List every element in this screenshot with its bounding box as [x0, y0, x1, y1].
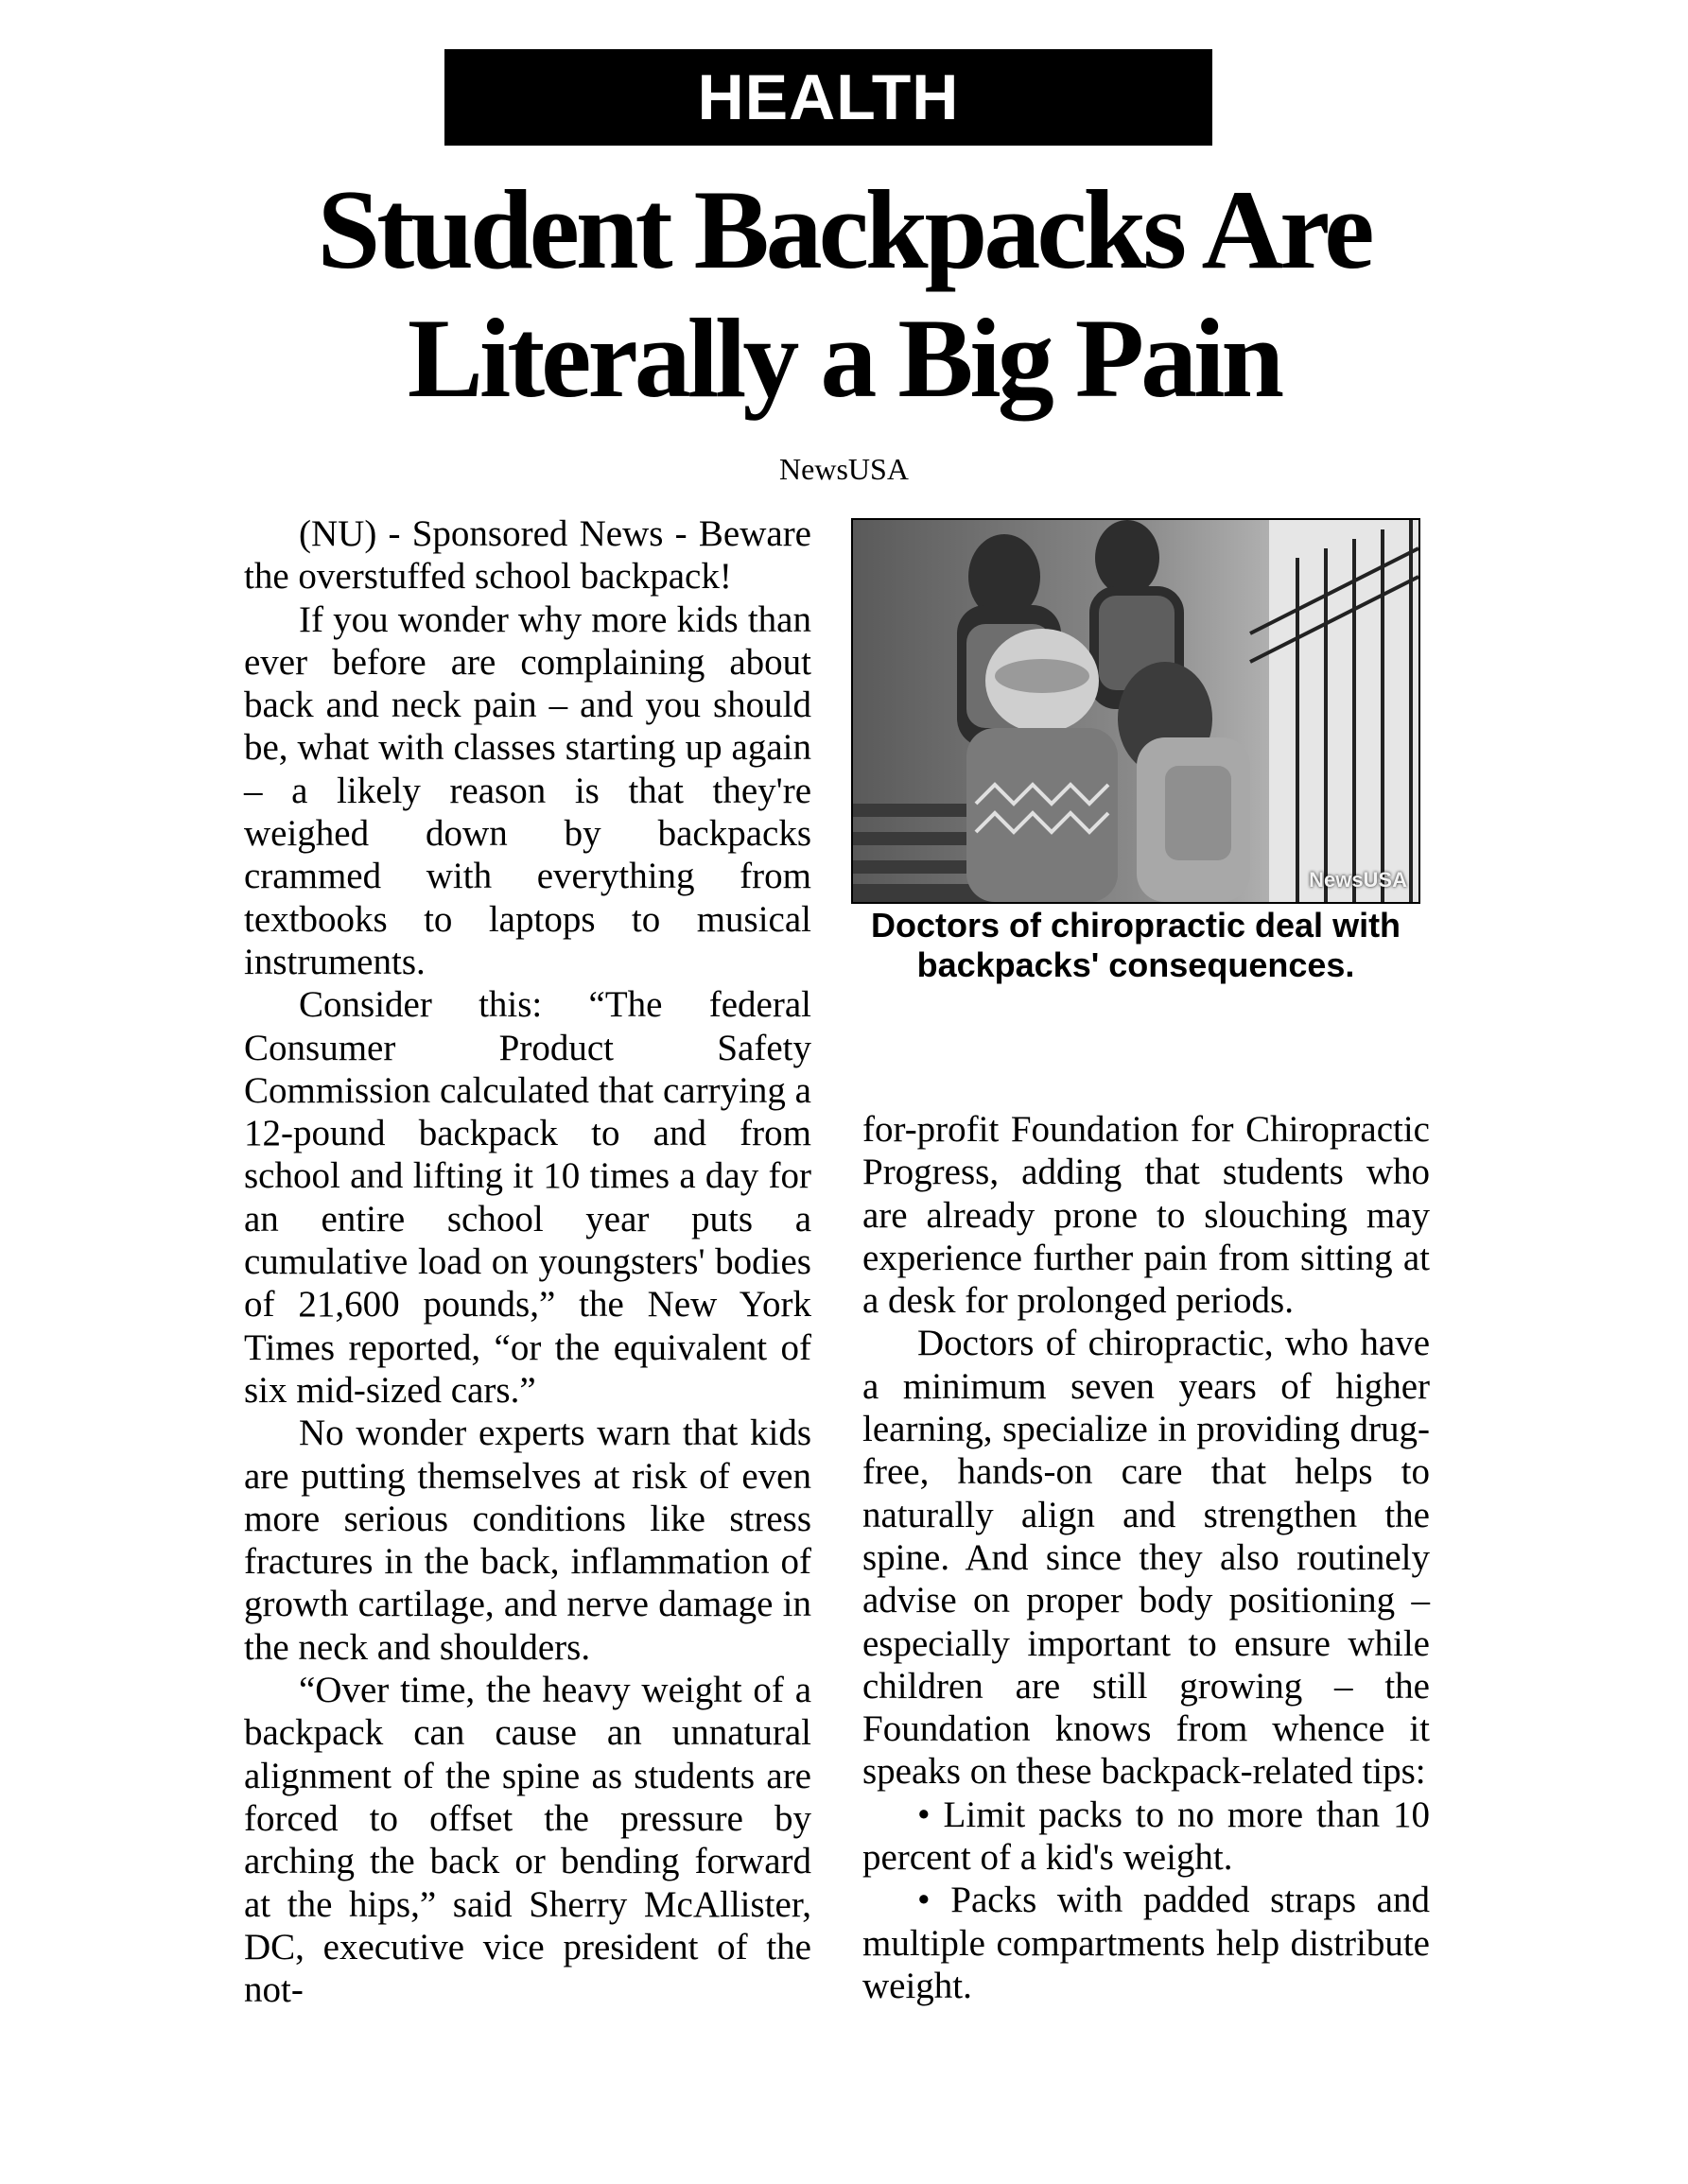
section-banner: HEALTH: [444, 49, 1212, 146]
paragraph: “Over time, the heavy weight of a backpack can cause an unnatural alignment of the spine as students are forced to offset the pressure by arching the back or bending forward at the hips,” said Sherry McAllister, DC, executive vice president of the not-: [244, 1670, 811, 2011]
paragraph: Consider this: “The federal Consumer Product Safety Commission calculated that carrying a 12-pound backpack to and from school and lifting it 10 times a day for an entire school year puts a cumulative load on youngsters' bodies of 21,600 pounds,” the New York Times reported, “or the equivalent of six mid-sized cars.”: [244, 984, 811, 1411]
paragraph: (NU) - Sponsored News - Beware the overstuffed school backpack!: [244, 513, 811, 598]
byline: NewsUSA: [779, 452, 909, 486]
photo-credit: NewsUSA: [1309, 868, 1407, 892]
bullet-item: • Packs with padded straps and multiple compartments help distribute weight.: [862, 1880, 1430, 2006]
photo-caption: Doctors of chiropractic deal with backpacks' consequences.: [870, 906, 1401, 984]
paragraph: No wonder experts warn that kids are putting themselves at risk of even more serious conditions like stress fractures in the back, inflammation of growth cartilage, and nerve damage in the neck and shoulders.: [244, 1413, 811, 1668]
bullet-item: • Limit packs to no more than 10 percent of a kid's weight.: [862, 1794, 1430, 1879]
paragraph: Doctors of chiropractic, who have a minimum seven years of higher learning, specialize in providing drug-free, hands-on care that helps to naturally align and strengthen the spine. And since they also routinely advise on proper body positioning – especially important to ensure while children are still growing – the Foundation knows from whence it speaks on these backpack-related tips:: [862, 1323, 1430, 1793]
students-on-stairs-image: [853, 520, 1418, 902]
paragraph: for-profit Foundation for Chiropractic Progress, adding that students who are already prone to slouching may experience further pain from sitting at a desk for prolonged periods.: [862, 1109, 1430, 1322]
article-column-left: [244, 512, 811, 2011]
article-column-right: [862, 1108, 1430, 2007]
paragraph: If you wonder why more kids than ever before are complaining about back and neck pain – and you should be, what with classes starting up again – a likely reason is that they're weighed down by backpacks crammed with everything from textbooks to laptops to musical instruments.: [244, 598, 811, 982]
article-photo: [851, 518, 1420, 904]
headline: Student Backpacks Are Literally a Big Pain: [317, 166, 1371, 421]
